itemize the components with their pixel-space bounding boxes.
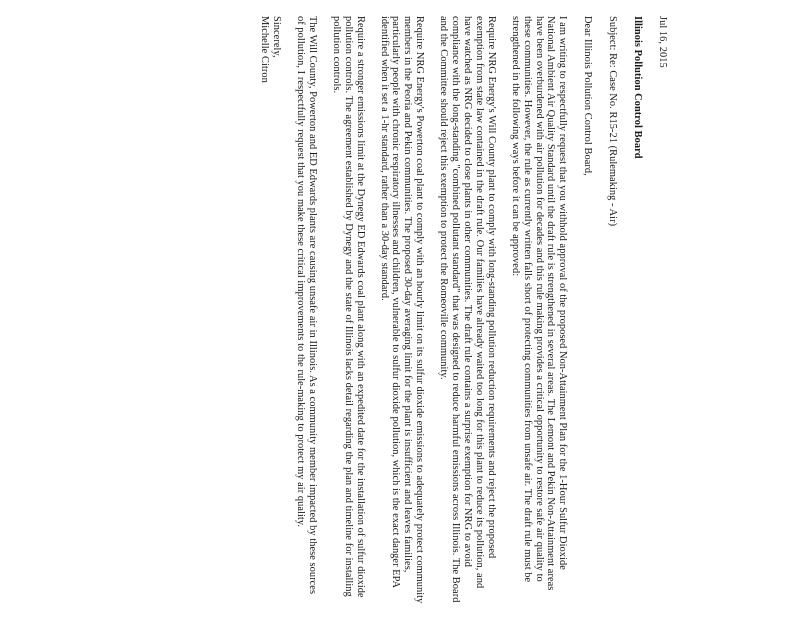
letter-paragraph: The Will County, Powerton and ED Edwards plants are causing unsafe air in Illinois. As a community member impacted by these sources of pollution, I respectfully request that you make these critical improvements to the rule-making to protect my air quality. [295, 16, 318, 595]
letter-paragraph: I am writing to respectfully request that you withhold approval of the proposed Non-Attainment Plan for the 1-Hour Sulfur Dioxide National Ambient Air Quality Standard until the draft rule is strengthened in several areas. The Lemont and Pekin Non-Attainment areas have been overburdened with air pollution for decades and this rule making provides a critical opportunity to restore safe air quality to these communities. However, the rule as currently written falls short of protecting communities from unsafe air. The draft rule must be strengthened in the following ways before it can be approved: [509, 16, 569, 591]
letter-date: Jul 16, 2015 [657, 16, 668, 68]
letter-paragraph: Require NRG Energy's Powerton coal plant to comply with an hourly limit on its sulfur dioxide emissions to adequately protect community members in the Peoria and Pekin communities. The proposed 30-day averaging limit for the plant is insufficient and leaves families, particularly people with chronic respiratory illnesses and children, vulnerable to sulfur dioxide pollution, which is the exact danger EPA identified when it set a 1-hr standard, rather than a 30-day standard. [378, 16, 426, 604]
letter-paragraph: Require NRG Energy's Will County plant to comply with long-standing pollution reduction requirements and reject the proposed exemption from state law contained in the draft rule. Our families have already waited too long for this plant to reduce its pollution, and have watched as NRG decided to close plants in other communities. The draft rule contains a surprise exemption for NRG to avoid compliance with the long-standing "combined pollutant standard" that was designed to reduce harmful emissions across Illinois. The Board and the Committee should reject this exemption to protect the Romeoville community. [438, 16, 497, 603]
scanned-document [80, 0, 720, 618]
letter-salutation: Dear Illinois Pollution Control Board, [582, 16, 594, 176]
letter-recipient: Illinois Pollution Control Board [632, 16, 644, 159]
letter-paragraph: Require a stronger emissions limit at the Dynegy ED Edwards coal plant along with an expedited date for the installation of sulfur dioxide pollution controls. The agreement established by Dynegy and the state of Illinois lacks detail regarding the plan and timeline for installing pollution controls. [330, 16, 366, 598]
letter-subject: Subject: Re: Case No. R15-21 (Rulemaking - Air) [607, 16, 619, 227]
letter-body [80, 0, 720, 618]
letter-closing: Sincerely, [271, 16, 283, 58]
letter-signature: Michelle Citron [259, 16, 271, 83]
